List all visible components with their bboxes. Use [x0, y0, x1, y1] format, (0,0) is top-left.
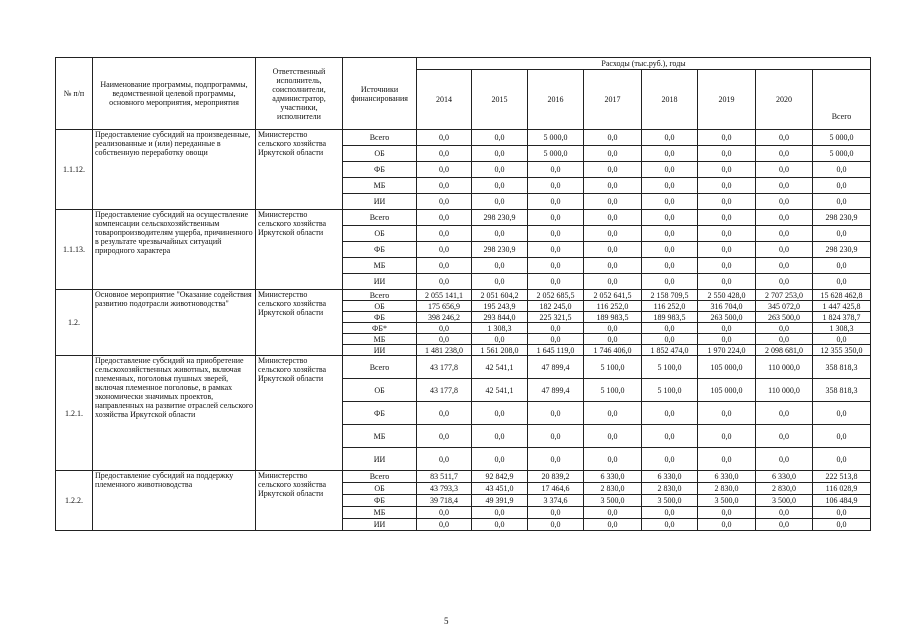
- value-cell: 0,0: [642, 258, 698, 274]
- value-cell: 0,0: [756, 519, 813, 531]
- value-cell: 0,0: [642, 130, 698, 146]
- total-cell: 0,0: [813, 162, 871, 178]
- value-cell: 0,0: [417, 507, 472, 519]
- financing-source: ОБ: [343, 483, 417, 495]
- value-cell: 0,0: [642, 242, 698, 258]
- value-cell: 0,0: [528, 194, 584, 210]
- value-cell: 0,0: [417, 402, 472, 425]
- total-cell: 358 818,3: [813, 379, 871, 402]
- value-cell: 0,0: [472, 507, 528, 519]
- value-cell: 20 839,2: [528, 471, 584, 483]
- value-cell: 0,0: [756, 334, 813, 345]
- value-cell: 1 645 119,0: [528, 345, 584, 356]
- table-row: [56, 290, 871, 301]
- value-cell: 3 500,0: [642, 495, 698, 507]
- value-cell: 2 550 428,0: [698, 290, 756, 301]
- total-cell: 106 484,9: [813, 495, 871, 507]
- value-cell: 0,0: [472, 194, 528, 210]
- value-cell: 0,0: [528, 274, 584, 290]
- item-code: 1.2.1.: [56, 356, 93, 471]
- financing-source: ФБ: [343, 312, 417, 323]
- financing-source: МБ: [343, 507, 417, 519]
- value-cell: 116 252,0: [584, 301, 642, 312]
- value-cell: 0,0: [528, 519, 584, 531]
- value-cell: 0,0: [756, 448, 813, 471]
- value-cell: 5 100,0: [642, 356, 698, 379]
- value-cell: 0,0: [698, 226, 756, 242]
- value-cell: 0,0: [698, 162, 756, 178]
- value-cell: 5 100,0: [584, 379, 642, 402]
- value-cell: 298 230,9: [472, 210, 528, 226]
- financing-source: ОБ: [343, 301, 417, 312]
- value-cell: 1 746 406,0: [584, 345, 642, 356]
- value-cell: 1 970 224,0: [698, 345, 756, 356]
- financing-source: МБ: [343, 178, 417, 194]
- total-cell: 0,0: [813, 274, 871, 290]
- table-row: [56, 471, 871, 483]
- total-cell: 116 028,9: [813, 483, 871, 495]
- header-year: 2017: [584, 70, 642, 130]
- value-cell: 39 718,4: [417, 495, 472, 507]
- value-cell: 0,0: [698, 448, 756, 471]
- value-cell: 0,0: [417, 258, 472, 274]
- value-cell: 0,0: [528, 162, 584, 178]
- value-cell: 0,0: [417, 323, 472, 334]
- value-cell: 43 177,8: [417, 379, 472, 402]
- value-cell: 2 158 709,5: [642, 290, 698, 301]
- value-cell: 0,0: [698, 242, 756, 258]
- value-cell: 0,0: [472, 178, 528, 194]
- header-year: 2015: [472, 70, 528, 130]
- value-cell: 189 983,5: [642, 312, 698, 323]
- financing-source: МБ: [343, 334, 417, 345]
- value-cell: 0,0: [472, 146, 528, 162]
- value-cell: 225 321,5: [528, 312, 584, 323]
- value-cell: 83 511,7: [417, 471, 472, 483]
- value-cell: 0,0: [642, 519, 698, 531]
- value-cell: 0,0: [642, 334, 698, 345]
- value-cell: 0,0: [642, 274, 698, 290]
- value-cell: 0,0: [528, 178, 584, 194]
- value-cell: 5 000,0: [528, 130, 584, 146]
- item-name: Основное мероприятие "Оказание содействия развитию подотрасли животноводства": [93, 290, 256, 356]
- value-cell: 0,0: [756, 258, 813, 274]
- value-cell: 116 252,0: [642, 301, 698, 312]
- financing-source: ФБ: [343, 242, 417, 258]
- value-cell: 0,0: [417, 519, 472, 531]
- value-cell: 0,0: [756, 146, 813, 162]
- value-cell: 0,0: [584, 448, 642, 471]
- page-number: 5: [444, 616, 449, 626]
- value-cell: 17 464,6: [528, 483, 584, 495]
- budget-table: [55, 57, 871, 531]
- total-cell: 0,0: [813, 402, 871, 425]
- value-cell: 0,0: [417, 130, 472, 146]
- value-cell: 298 230,9: [472, 242, 528, 258]
- value-cell: 110 000,0: [756, 356, 813, 379]
- financing-source: ИИ: [343, 519, 417, 531]
- value-cell: 0,0: [417, 274, 472, 290]
- value-cell: 2 051 604,2: [472, 290, 528, 301]
- value-cell: 43 793,3: [417, 483, 472, 495]
- item-responsible: Министерство сельского хозяйства Иркутской области: [256, 290, 343, 356]
- value-cell: 0,0: [756, 210, 813, 226]
- value-cell: 316 704,0: [698, 301, 756, 312]
- value-cell: 0,0: [642, 323, 698, 334]
- table-row: [56, 356, 871, 379]
- total-cell: 1 824 378,7: [813, 312, 871, 323]
- financing-source: ОБ: [343, 226, 417, 242]
- value-cell: 0,0: [698, 402, 756, 425]
- value-cell: 6 330,0: [698, 471, 756, 483]
- total-cell: 0,0: [813, 258, 871, 274]
- value-cell: 0,0: [584, 178, 642, 194]
- value-cell: 0,0: [698, 178, 756, 194]
- item-name: Предоставление субсидий на осуществление компенсации сельскохозяйственным товаропроизводителям ущерба, причиненного в результате чрезвычайных ситуаций природного характера: [93, 210, 256, 290]
- value-cell: 0,0: [528, 242, 584, 258]
- header-year: 2016: [528, 70, 584, 130]
- total-cell: 15 628 462,8: [813, 290, 871, 301]
- financing-source: Всего: [343, 130, 417, 146]
- item-code: 1.1.13.: [56, 210, 93, 290]
- header-number: № п/п: [56, 58, 93, 130]
- total-cell: 358 818,3: [813, 356, 871, 379]
- header-year: 2020: [756, 70, 813, 130]
- item-code: 1.2.: [56, 290, 93, 356]
- value-cell: 0,0: [417, 162, 472, 178]
- total-cell: 0,0: [813, 519, 871, 531]
- value-cell: 0,0: [472, 448, 528, 471]
- value-cell: 2 052 685,5: [528, 290, 584, 301]
- value-cell: 6 330,0: [756, 471, 813, 483]
- value-cell: 2 707 253,0: [756, 290, 813, 301]
- value-cell: 0,0: [642, 448, 698, 471]
- value-cell: 0,0: [417, 425, 472, 448]
- total-cell: 1 447 425,8: [813, 301, 871, 312]
- value-cell: 0,0: [584, 402, 642, 425]
- value-cell: 0,0: [756, 162, 813, 178]
- total-cell: 0,0: [813, 226, 871, 242]
- value-cell: 0,0: [584, 274, 642, 290]
- value-cell: 0,0: [584, 507, 642, 519]
- value-cell: 43 177,8: [417, 356, 472, 379]
- item-code: 1.2.2.: [56, 471, 93, 531]
- value-cell: 2 098 681,0: [756, 345, 813, 356]
- value-cell: 42 541,1: [472, 379, 528, 402]
- value-cell: 0,0: [417, 448, 472, 471]
- value-cell: 0,0: [584, 334, 642, 345]
- value-cell: 49 391,9: [472, 495, 528, 507]
- header-expenses: Расходы (тыс.руб.), годы: [417, 58, 871, 70]
- total-cell: 222 513,8: [813, 471, 871, 483]
- value-cell: 0,0: [642, 178, 698, 194]
- value-cell: 47 899,4: [528, 356, 584, 379]
- value-cell: 42 541,1: [472, 356, 528, 379]
- financing-source: ИИ: [343, 194, 417, 210]
- item-name: Предоставление субсидий на приобретение сельскохозяйственных животных, включая племенных, поголовья пушных зверей, включая племенное поголовье, в рамках экономически значимых проектов, направленных на развитие отраслей сельского хозяйства Иркутской области: [93, 356, 256, 471]
- value-cell: 0,0: [698, 507, 756, 519]
- value-cell: 0,0: [472, 425, 528, 448]
- item-responsible: Министерство сельского хозяйства Иркутской области: [256, 130, 343, 210]
- value-cell: 0,0: [528, 402, 584, 425]
- value-cell: 2 830,0: [698, 483, 756, 495]
- value-cell: 0,0: [756, 242, 813, 258]
- total-cell: 0,0: [813, 425, 871, 448]
- header-responsible: Ответственный исполнитель, соисполнители, администратор, участники, исполнители: [256, 58, 343, 130]
- value-cell: 0,0: [472, 519, 528, 531]
- value-cell: 0,0: [472, 226, 528, 242]
- total-cell: 298 230,9: [813, 242, 871, 258]
- value-cell: 1 481 238,0: [417, 345, 472, 356]
- value-cell: 2 055 141,1: [417, 290, 472, 301]
- value-cell: 0,0: [698, 130, 756, 146]
- value-cell: 5 100,0: [584, 356, 642, 379]
- value-cell: 3 374,6: [528, 495, 584, 507]
- value-cell: 345 072,0: [756, 301, 813, 312]
- value-cell: 3 500,0: [756, 495, 813, 507]
- total-cell: 5 000,0: [813, 146, 871, 162]
- value-cell: 105 000,0: [698, 356, 756, 379]
- value-cell: 0,0: [584, 242, 642, 258]
- value-cell: 0,0: [417, 146, 472, 162]
- value-cell: 0,0: [642, 194, 698, 210]
- value-cell: 0,0: [584, 226, 642, 242]
- value-cell: 0,0: [698, 274, 756, 290]
- value-cell: 0,0: [417, 178, 472, 194]
- value-cell: 0,0: [472, 274, 528, 290]
- financing-source: ОБ: [343, 146, 417, 162]
- financing-source: МБ: [343, 258, 417, 274]
- total-cell: 0,0: [813, 178, 871, 194]
- value-cell: 195 243,9: [472, 301, 528, 312]
- value-cell: 0,0: [756, 425, 813, 448]
- value-cell: 0,0: [698, 519, 756, 531]
- value-cell: 0,0: [584, 258, 642, 274]
- value-cell: 6 330,0: [642, 471, 698, 483]
- item-name: Предоставление субсидий на произведенные, реализованные и (или) переданные в собственную переработку овощи: [93, 130, 256, 210]
- total-cell: 298 230,9: [813, 210, 871, 226]
- value-cell: 0,0: [528, 448, 584, 471]
- financing-source: ФБ: [343, 402, 417, 425]
- value-cell: 105 000,0: [698, 379, 756, 402]
- item-code: 1.1.12.: [56, 130, 93, 210]
- value-cell: 0,0: [417, 226, 472, 242]
- table-body: [56, 130, 871, 531]
- value-cell: 0,0: [642, 210, 698, 226]
- value-cell: 0,0: [698, 258, 756, 274]
- value-cell: 0,0: [642, 425, 698, 448]
- value-cell: 1 852 474,0: [642, 345, 698, 356]
- financing-source: ИИ: [343, 274, 417, 290]
- total-cell: 5 000,0: [813, 130, 871, 146]
- item-responsible: Министерство сельского хозяйства Иркутской области: [256, 471, 343, 531]
- value-cell: 0,0: [584, 519, 642, 531]
- financing-source: Всего: [343, 471, 417, 483]
- total-cell: 0,0: [813, 507, 871, 519]
- value-cell: 0,0: [642, 226, 698, 242]
- value-cell: 0,0: [756, 402, 813, 425]
- value-cell: 0,0: [756, 178, 813, 194]
- table-row: [56, 210, 871, 226]
- value-cell: 3 500,0: [584, 495, 642, 507]
- header-year: 2019: [698, 70, 756, 130]
- value-cell: 0,0: [472, 162, 528, 178]
- value-cell: 0,0: [472, 334, 528, 345]
- financing-source: ИИ: [343, 448, 417, 471]
- value-cell: 0,0: [698, 334, 756, 345]
- value-cell: 263 500,0: [698, 312, 756, 323]
- value-cell: 189 983,5: [584, 312, 642, 323]
- financing-source: ФБ: [343, 495, 417, 507]
- value-cell: 5 000,0: [528, 146, 584, 162]
- value-cell: 0,0: [756, 323, 813, 334]
- value-cell: 0,0: [642, 507, 698, 519]
- financing-source: Всего: [343, 210, 417, 226]
- value-cell: 0,0: [472, 130, 528, 146]
- value-cell: 0,0: [756, 507, 813, 519]
- value-cell: 47 899,4: [528, 379, 584, 402]
- value-cell: 0,0: [472, 258, 528, 274]
- value-cell: 0,0: [756, 130, 813, 146]
- value-cell: 0,0: [417, 194, 472, 210]
- value-cell: 293 844,0: [472, 312, 528, 323]
- header-year: 2018: [642, 70, 698, 130]
- financing-source: ИИ: [343, 345, 417, 356]
- value-cell: 0,0: [584, 210, 642, 226]
- value-cell: 0,0: [698, 323, 756, 334]
- value-cell: 0,0: [584, 425, 642, 448]
- value-cell: 0,0: [584, 323, 642, 334]
- value-cell: 0,0: [417, 242, 472, 258]
- value-cell: 398 246,2: [417, 312, 472, 323]
- financing-source: ФБ*: [343, 323, 417, 334]
- value-cell: 1 561 208,0: [472, 345, 528, 356]
- value-cell: 0,0: [698, 146, 756, 162]
- value-cell: 6 330,0: [584, 471, 642, 483]
- value-cell: 0,0: [584, 130, 642, 146]
- value-cell: 0,0: [528, 323, 584, 334]
- value-cell: 0,0: [528, 425, 584, 448]
- value-cell: 2 830,0: [584, 483, 642, 495]
- financing-source: ФБ: [343, 162, 417, 178]
- total-cell: 12 355 350,0: [813, 345, 871, 356]
- value-cell: 1 308,3: [472, 323, 528, 334]
- value-cell: 0,0: [528, 210, 584, 226]
- total-cell: 0,0: [813, 194, 871, 210]
- value-cell: 0,0: [528, 507, 584, 519]
- financing-source: Всего: [343, 356, 417, 379]
- value-cell: 2 830,0: [642, 483, 698, 495]
- header-total: Всего: [813, 70, 871, 130]
- value-cell: 182 245,0: [528, 301, 584, 312]
- value-cell: 0,0: [417, 210, 472, 226]
- value-cell: 0,0: [417, 334, 472, 345]
- value-cell: 0,0: [756, 194, 813, 210]
- value-cell: 3 500,0: [698, 495, 756, 507]
- value-cell: 0,0: [698, 210, 756, 226]
- value-cell: 92 842,9: [472, 471, 528, 483]
- value-cell: 0,0: [584, 146, 642, 162]
- financing-source: ОБ: [343, 379, 417, 402]
- value-cell: 0,0: [528, 226, 584, 242]
- financing-source: Всего: [343, 290, 417, 301]
- value-cell: 0,0: [584, 162, 642, 178]
- value-cell: 110 000,0: [756, 379, 813, 402]
- total-cell: 1 308,3: [813, 323, 871, 334]
- value-cell: 0,0: [528, 334, 584, 345]
- value-cell: 0,0: [584, 194, 642, 210]
- item-responsible: Министерство сельского хозяйства Иркутской области: [256, 210, 343, 290]
- value-cell: 43 451,0: [472, 483, 528, 495]
- item-responsible: Министерство сельского хозяйства Иркутской области: [256, 356, 343, 471]
- header-financing-source: Источники финансирования: [343, 58, 417, 130]
- value-cell: 0,0: [528, 258, 584, 274]
- value-cell: 0,0: [472, 402, 528, 425]
- value-cell: 0,0: [756, 274, 813, 290]
- value-cell: 0,0: [642, 146, 698, 162]
- value-cell: 5 100,0: [642, 379, 698, 402]
- value-cell: 175 656,9: [417, 301, 472, 312]
- financing-source: МБ: [343, 425, 417, 448]
- header-program-name: Наименование программы, подпрограммы, ведомственной целевой программы, основного мероприятия, мероприятия: [93, 58, 256, 130]
- value-cell: 0,0: [642, 402, 698, 425]
- value-cell: 263 500,0: [756, 312, 813, 323]
- value-cell: 0,0: [698, 194, 756, 210]
- value-cell: 0,0: [698, 425, 756, 448]
- value-cell: 0,0: [756, 226, 813, 242]
- value-cell: 2 830,0: [756, 483, 813, 495]
- item-name: Предоставление субсидий на поддержку племенного животноводства: [93, 471, 256, 531]
- header-year: 2014: [417, 70, 472, 130]
- value-cell: 0,0: [642, 162, 698, 178]
- value-cell: 2 052 641,5: [584, 290, 642, 301]
- total-cell: 0,0: [813, 334, 871, 345]
- table-row: [56, 130, 871, 146]
- total-cell: 0,0: [813, 448, 871, 471]
